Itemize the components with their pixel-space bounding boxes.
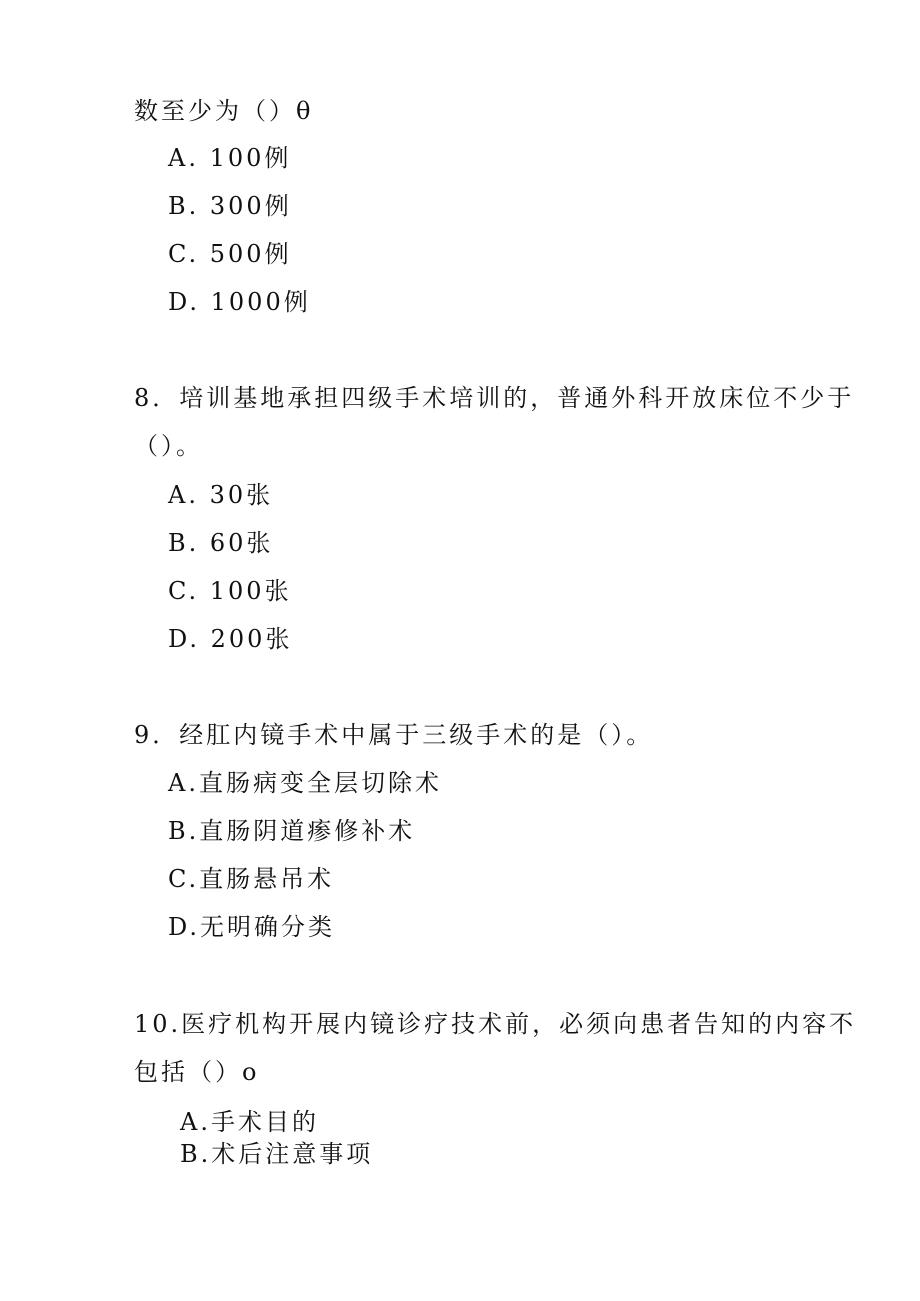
question-9-option-d: D.无明确分类 — [168, 913, 336, 941]
question-7-option-c: C. 500例 — [168, 240, 292, 268]
question-8-option-a: A. 30张 — [168, 481, 274, 509]
question-10-stem: 10.医疗机构开展内镜诊疗技术前，必须向患者告知的内容不 — [134, 1010, 857, 1038]
question-10-option-b: B.术后注意事项 — [180, 1140, 374, 1168]
question-7-option-a: A. 100例 — [168, 144, 292, 172]
question-9-option-a: A.直肠病变全层切除术 — [168, 769, 442, 797]
question-9-option-c: C.直肠悬吊术 — [168, 865, 335, 893]
question-9-stem: 9．经肛内镜手术中属于三级手术的是（）。 — [134, 721, 654, 749]
question-7-option-d: D. 1000例 — [168, 288, 311, 316]
question-10-option-a: A.手术目的 — [180, 1108, 319, 1136]
question-7-option-b: B. 300例 — [168, 192, 292, 220]
question-7-stem: 数至少为（）θ — [134, 97, 314, 125]
question-8-stem: 8．培训基地承担四级手术培训的，普通外科开放床位不少于 — [134, 384, 855, 412]
question-8-stem-cont: （）。 — [134, 432, 203, 460]
question-9-option-b: B.直肠阴道瘆修补术 — [168, 817, 416, 845]
question-8-option-c: C. 100张 — [168, 577, 292, 605]
question-10-stem-cont: 包括（）o — [134, 1058, 260, 1086]
question-8-option-d: D. 200张 — [168, 625, 293, 653]
question-8-option-b: B. 60张 — [168, 529, 274, 557]
